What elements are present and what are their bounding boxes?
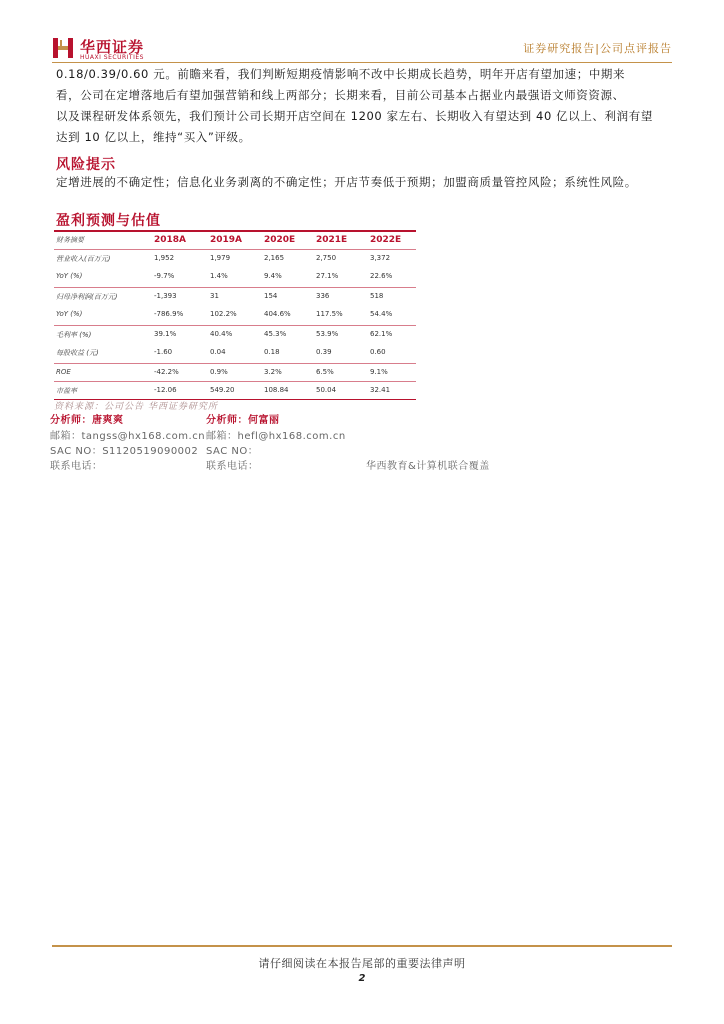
cell: 518 bbox=[370, 292, 384, 300]
cell: 0.18 bbox=[264, 348, 280, 356]
header-divider bbox=[52, 62, 672, 63]
row-label: 市盈率 bbox=[56, 387, 77, 395]
row-label: YoY (%) bbox=[56, 310, 83, 318]
cell: 6.5% bbox=[316, 368, 334, 376]
cell: 0.60 bbox=[370, 348, 386, 356]
risk-line: 定增进展的不确定性；信息化业务剥离的不确定性；开店节奏低于预期；加盟商质量管控风险；系统性风险。 bbox=[56, 175, 637, 189]
cell: 404.6% bbox=[264, 310, 291, 318]
analyst-1-name: 分析师：唐爽爽 bbox=[50, 415, 124, 426]
year-header: 2018A bbox=[154, 235, 187, 245]
analyst-2-phone: 联系电话： bbox=[206, 461, 259, 472]
row-label: 毛利率 (%) bbox=[56, 331, 92, 339]
risk-title: 风险提示 bbox=[56, 157, 116, 173]
table-header-label: 财务摘要 bbox=[56, 236, 84, 244]
table-row bbox=[54, 382, 416, 400]
intro-paragraph bbox=[56, 64, 672, 148]
cell: -12.06 bbox=[154, 386, 177, 394]
intro-line: 0.18/0.39/0.60 元。前瞻来看，我们判断短期疫情影响不改中长期成长趋势，明年开店有望加速；中期来 bbox=[56, 67, 626, 81]
cell: 3.2% bbox=[264, 368, 282, 376]
row-label: 归母净利润(百万元) bbox=[56, 293, 118, 301]
cell: 336 bbox=[316, 292, 330, 300]
joint-coverage-note: 华西教育&计算机联合覆盖 bbox=[366, 461, 490, 472]
cell: 0.39 bbox=[316, 348, 332, 356]
row-label: YoY (%) bbox=[56, 272, 83, 280]
year-header: 2022E bbox=[370, 235, 402, 245]
table-row bbox=[54, 326, 416, 344]
table-source: 资料来源：公司公告 华西证券研究所 bbox=[54, 402, 218, 412]
cell: -786.9% bbox=[154, 310, 184, 318]
cell: 45.3% bbox=[264, 330, 287, 338]
table-header-row bbox=[54, 232, 416, 250]
cell: 50.04 bbox=[316, 386, 337, 394]
cell: -9.7% bbox=[154, 272, 175, 280]
cell: 1,979 bbox=[210, 254, 231, 262]
logo-subtext: HUAXI SECURITIES bbox=[80, 54, 144, 61]
table-row bbox=[54, 268, 416, 286]
cell: 54.4% bbox=[370, 310, 393, 318]
analyst-1-phone: 联系电话： bbox=[50, 461, 103, 472]
cell: 22.6% bbox=[370, 272, 393, 280]
year-header: 2019A bbox=[210, 235, 243, 245]
cell: 0.04 bbox=[210, 348, 226, 356]
cell: 9.1% bbox=[370, 368, 388, 376]
table-row bbox=[54, 288, 416, 306]
cell: -1,393 bbox=[154, 292, 177, 300]
cell: 2,750 bbox=[316, 254, 337, 262]
table-row bbox=[54, 364, 416, 382]
cell: 62.1% bbox=[370, 330, 393, 338]
analyst-1-email[interactable]: 邮箱：tangss@hx168.com.cn bbox=[50, 431, 206, 442]
row-label: ROE bbox=[56, 368, 71, 376]
intro-line: 达到 10 亿以上，维持“买入”评级。 bbox=[56, 130, 251, 144]
cell: 0.9% bbox=[210, 368, 228, 376]
cell: 108.84 bbox=[264, 386, 289, 394]
analyst-1-sac: SAC NO：S1120519090002 bbox=[50, 446, 199, 457]
cell: 2,165 bbox=[264, 254, 285, 262]
row-label: 营业收入(百万元) bbox=[56, 255, 111, 263]
report-type: 证券研究报告|公司点评报告 bbox=[523, 42, 672, 55]
row-label: 每股收益 (元) bbox=[56, 349, 99, 357]
intro-line: 以及课程研发体系领先，我们预计公司长期开店空间在 1200 家左右、长期收入有望达到 40 亿以上、利润有望 bbox=[56, 109, 653, 123]
cell: 3,372 bbox=[370, 254, 391, 262]
cell: 154 bbox=[264, 292, 278, 300]
footer-divider bbox=[52, 945, 672, 947]
cell: -42.2% bbox=[154, 368, 179, 376]
cell: 1,952 bbox=[154, 254, 175, 262]
cell: 40.4% bbox=[210, 330, 233, 338]
cell: 39.1% bbox=[154, 330, 177, 338]
analyst-2-email[interactable]: 邮箱：hefl@hx168.com.cn bbox=[206, 431, 346, 442]
cell: 1.4% bbox=[210, 272, 228, 280]
year-header: 2020E bbox=[264, 235, 296, 245]
cell: 549.20 bbox=[210, 386, 235, 394]
table-row bbox=[54, 306, 416, 324]
forecast-title: 盈利预测与估值 bbox=[56, 213, 161, 229]
page-number: 2 bbox=[358, 973, 366, 984]
cell: 53.9% bbox=[316, 330, 339, 338]
cell: 117.5% bbox=[316, 310, 343, 318]
cell: -1.60 bbox=[154, 348, 173, 356]
risk-text bbox=[56, 172, 672, 193]
legal-notice: 请仔细阅读在本报告尾部的重要法律声明 bbox=[258, 957, 466, 970]
intro-line: 看，公司在定增落地后有望加强营销和线上两部分；长期来看，目前公司基本占据业内最强语文师资资源、 bbox=[56, 88, 625, 102]
table-row bbox=[54, 250, 416, 268]
cell: 102.2% bbox=[210, 310, 237, 318]
table-row bbox=[54, 344, 416, 362]
cell: 32.41 bbox=[370, 386, 391, 394]
page-header bbox=[52, 34, 672, 64]
analyst-2-name: 分析师：何富丽 bbox=[206, 415, 280, 426]
analyst-2-sac: SAC NO： bbox=[206, 446, 259, 457]
cell: 31 bbox=[210, 292, 219, 300]
logo-text: 华西证券 bbox=[80, 38, 145, 56]
huaxi-logo-icon bbox=[52, 36, 74, 60]
year-header: 2021E bbox=[316, 235, 348, 245]
cell: 9.4% bbox=[264, 272, 282, 280]
cell: 27.1% bbox=[316, 272, 339, 280]
